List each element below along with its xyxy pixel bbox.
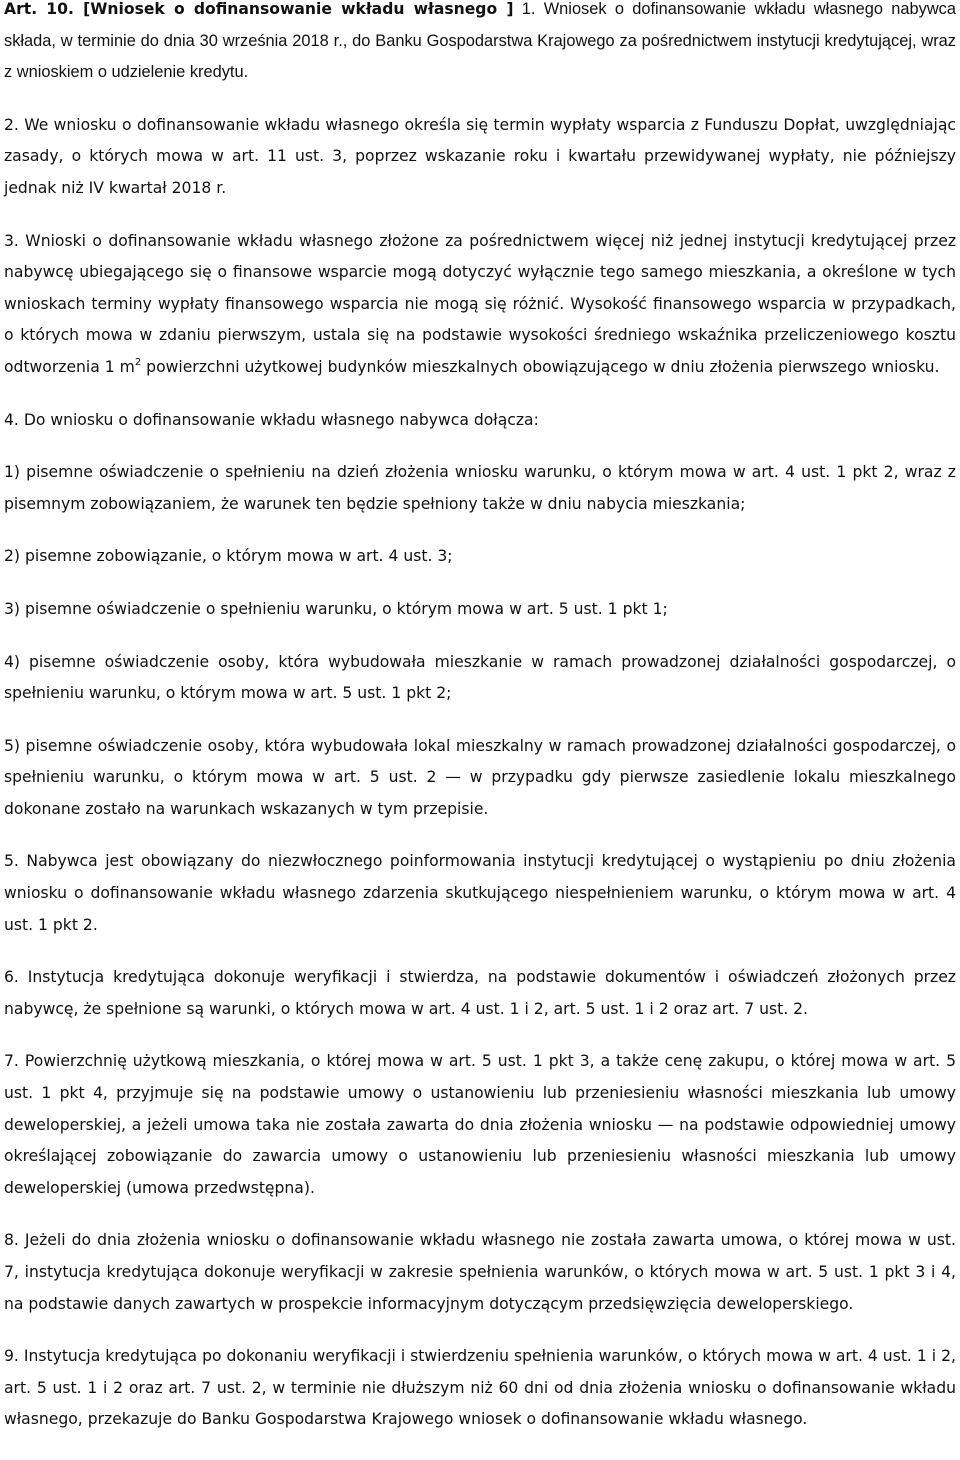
list-item-1: 1) pisemne oświadczenie o spełnieniu na dzień złożenia wniosku warunku, o którym mowa w art. 4 ust. 1 pkt 2, wraz z pisemnym zobowiązaniem, że warunek ten będzie spełniony także w dniu nabycia mieszkania; [4, 463, 956, 513]
superscript-exponent: 2 [134, 356, 142, 368]
list-item-2: 2) pisemne zobowiązanie, o którym mowa w art. 4 ust. 3; [4, 547, 453, 566]
list-item-5: 5) pisemne oświadczenie osoby, która wybudowała lokal mieszkalny w ramach prowadzonej działalności gospodarczej, o spełnieniu warunku, o którym mowa w art. 5 ust. 2 — w przypadku gdy pierwsze zasiedlenie lokalu mieszkalnego dokonane zostało na warunkach wskazanych w tym przepisie. [4, 736, 956, 818]
paragraph-2: 2. We wniosku o dofinansowanie wkładu własnego określa się termin wypłaty wsparcia z Funduszu Dopłat, uwzględniając zasady, o których mowa w art. 11 ust. 3, poprzez wskazanie roku i kwartału przewidywanej wypłaty, nie późniejszy jednak niż IV kwartał 2018 r. [4, 115, 956, 197]
paragraph-3 [4, 226, 956, 384]
paragraph-9: 9. Instytucja kredytująca po dokonaniu weryfikacji i stwierdzeniu spełnienia warunków, o których mowa w art. 4 ust. 1 i 2, art. 5 ust. 1 i 2 oraz art. 7 ust. 2, w terminie nie dłuższym niż 60 dni od dnia złożenia wniosku o dofinansowanie wkładu własnego, przekazuje do Banku Gospodarstwa Krajowego wniosek o dofinansowanie wkładu własnego. [4, 1347, 956, 1429]
article-heading: Art. 10. [Wniosek o dofinansowanie wkładu własnego ] [4, 0, 514, 18]
list-item-3: 3) pisemne oświadczenie o spełnieniu warunku, o którym mowa w art. 5 ust. 1 pkt 1; [4, 599, 668, 618]
paragraph-7: 7. Powierzchnię użytkową mieszkania, o której mowa w art. 5 ust. 1 pkt 3, a także cenę zakupu, o której mowa w art. 5 ust. 1 pkt 4, przyjmuje się na podstawie umowy o ustanowieniu lub przeniesieniu własności mieszkania lub umowy deweloperskiej, a jeżeli umowa taka nie została zawarta do dnia złożenia wniosku — na podstawie odpowiedniej umowy określającej zobowiązanie do zawarcia umowy o ustanowieniu lub przeniesieniu własności mieszkania lub umowy deweloperskiej (umowa przedwstępna). [4, 1052, 956, 1197]
paragraph-1-text: 1. Wniosek o dofinansowanie wkładu własnego nabywca składa, w terminie do dnia 30 września 2018 r., do Banku Gospodarstwa Krajowego za pośrednictwem instytucji kredytującej, wraz z wnioskiem o udzielenie kredytu. [4, 0, 956, 82]
paragraph-3-text: 3. Wnioski o dofinansowanie wkładu własnego złożone za pośrednictwem więcej niż jednej instytucji kredytującej przez nabywcę ubiegającego się o finansowe wsparcie mogą dotyczyć wyłącznie tego samego mieszkania, a określone w tych wnioskach terminy wypłaty finansowego wsparcia nie mogą się różnić. Wysokość finansowego wsparcia w przypadkach, o których mowa w zdaniu pierwszym, ustala się na podstawie wysokości średniego wskaźnika przeliczeniowego kosztu odtworzenia 1 m [4, 231, 956, 376]
paragraph-8: 8. Jeżeli do dnia złożenia wniosku o dofinansowanie wkładu własnego nie została zawarta umowa, o której mowa w ust. 7, instytucja kredytująca dokonuje weryfikacji w zakresie spełnienia warunków, o których mowa w art. 5 ust. 1 pkt 3 i 4, na podstawie danych zawartych w prospekcie informacyjnym dotyczącym przedsięwzięcia deweloperskiego. [4, 1231, 956, 1313]
paragraph-6: 6. Instytucja kredytująca dokonuje weryfikacji i stwierdza, na podstawie dokumentów i oświadczeń złożonych przez nabywcę, że spełnione są warunki, o których mowa w art. 4 ust. 1 i 2, art. 5 ust. 1 i 2 oraz art. 7 ust. 2. [4, 968, 956, 1018]
document-body [4, 0, 956, 1457]
list-item-4: 4) pisemne oświadczenie osoby, która wybudowała mieszkanie w ramach prowadzonej działalności gospodarczej, o spełnieniu warunku, o którym mowa w art. 5 ust. 1 pkt 2; [4, 652, 956, 703]
article-paragraph-1 [4, 0, 956, 89]
paragraph-4: 4. Do wniosku o dofinansowanie wkładu własnego nabywca dołącza: [4, 410, 539, 429]
paragraph-3-text-end: powierzchni użytkowej budynków mieszkalnych obowiązującego w dniu złożenia pierwszego wniosku. [141, 357, 940, 376]
paragraph-5: 5. Nabywca jest obowiązany do niezwłocznego poinformowania instytucji kredytującej o wystąpieniu po dniu złożenia wniosku o dofinansowanie wkładu własnego zdarzenia skutkującego niespełnieniem warunku, o którym mowa w art. 4 ust. 1 pkt 2. [4, 852, 956, 934]
